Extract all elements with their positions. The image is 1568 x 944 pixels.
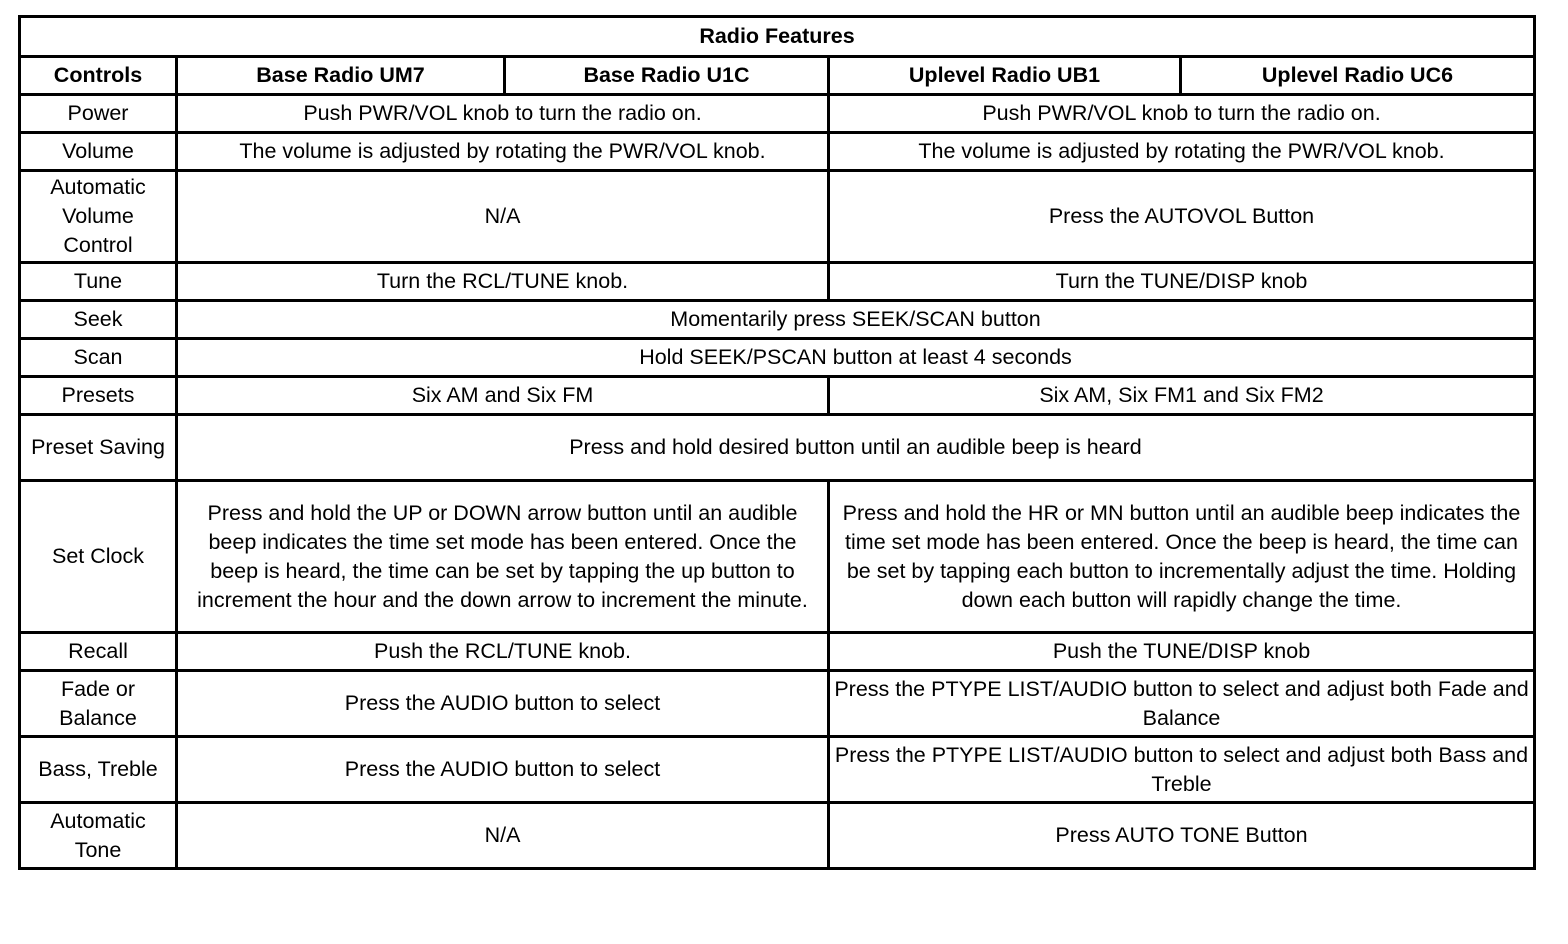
all-radios-cell: Momentarily press SEEK/SCAN button [177,301,1535,339]
base-radio-cell: Press the AUDIO button to select [177,671,829,737]
uplevel-radio-cell: Push PWR/VOL knob to turn the radio on. [829,95,1535,133]
table-row [20,339,1535,377]
table-row [20,481,1535,633]
table-row [20,301,1535,339]
header-base-radio-um7: Base Radio UM7 [177,57,505,95]
control-cell: Presets [20,377,177,415]
control-cell: Tune [20,263,177,301]
control-cell: Power [20,95,177,133]
uplevel-radio-cell: Press and hold the HR or MN button until an audible beep indicates the time set mode has been entered. Once the beep is heard, the time can be set by tapping each button to incrementally adjust the time. Holding down each button will rapidly change the time. [829,481,1535,633]
base-radio-cell: Push the RCL/TUNE knob. [177,633,829,671]
table-row [20,95,1535,133]
radio-features-table [18,15,1536,870]
table-row [20,633,1535,671]
table-row [20,263,1535,301]
header-controls: Controls [20,57,177,95]
table-row [20,415,1535,481]
base-radio-cell: Push PWR/VOL knob to turn the radio on. [177,95,829,133]
control-cell: Volume [20,133,177,171]
table-title-row [20,17,1535,57]
uplevel-radio-cell: Press the AUTOVOL Button [829,171,1535,263]
control-cell: Scan [20,339,177,377]
table-row [20,377,1535,415]
table-row [20,737,1535,803]
uplevel-radio-cell: Push the TUNE/DISP knob [829,633,1535,671]
table-row [20,803,1535,869]
uplevel-radio-cell: Press the PTYPE LIST/AUDIO button to select and adjust both Bass and Treble [829,737,1535,803]
table-row [20,171,1535,263]
base-radio-cell: Press the AUDIO button to select [177,737,829,803]
all-radios-cell: Hold SEEK/PSCAN button at least 4 seconds [177,339,1535,377]
uplevel-radio-cell: Six AM, Six FM1 and Six FM2 [829,377,1535,415]
header-uplevel-radio-ub1: Uplevel Radio UB1 [829,57,1181,95]
header-base-radio-u1c: Base Radio U1C [505,57,829,95]
base-radio-cell: N/A [177,171,829,263]
base-radio-cell: Press and hold the UP or DOWN arrow button until an audible beep indicates the time set mode has been entered. Once the beep is heard, the time can be set by tapping the up button to increment the hour and the down arrow to increment the minute. [177,481,829,633]
base-radio-cell: Six AM and Six FM [177,377,829,415]
table-header-row [20,57,1535,95]
control-cell: Automatic Volume Control [20,171,177,263]
control-cell: Automatic Tone [20,803,177,869]
control-cell: Set Clock [20,481,177,633]
table-row [20,133,1535,171]
control-cell: Preset Saving [20,415,177,481]
table-title: Radio Features [20,17,1535,57]
base-radio-cell: The volume is adjusted by rotating the PWR/VOL knob. [177,133,829,171]
table-row [20,671,1535,737]
uplevel-radio-cell: Press AUTO TONE Button [829,803,1535,869]
control-cell: Bass, Treble [20,737,177,803]
uplevel-radio-cell: Turn the TUNE/DISP knob [829,263,1535,301]
control-cell: Recall [20,633,177,671]
base-radio-cell: Turn the RCL/TUNE knob. [177,263,829,301]
all-radios-cell: Press and hold desired button until an audible beep is heard [177,415,1535,481]
control-cell: Seek [20,301,177,339]
uplevel-radio-cell: Press the PTYPE LIST/AUDIO button to select and adjust both Fade and Balance [829,671,1535,737]
control-cell: Fade or Balance [20,671,177,737]
uplevel-radio-cell: The volume is adjusted by rotating the PWR/VOL knob. [829,133,1535,171]
header-uplevel-radio-uc6: Uplevel Radio UC6 [1181,57,1535,95]
base-radio-cell: N/A [177,803,829,869]
